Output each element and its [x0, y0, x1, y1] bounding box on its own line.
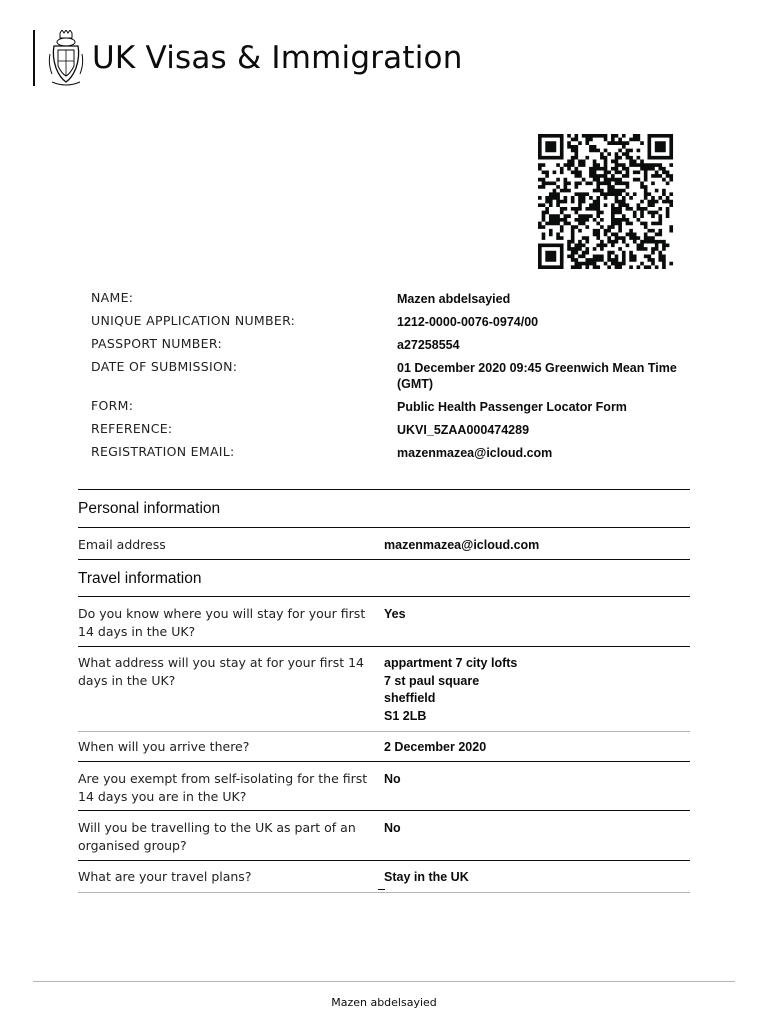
section-title-personal: Personal information	[78, 500, 221, 517]
answer-travel-plans: Stay in the UK	[384, 870, 469, 884]
row-divider	[78, 892, 690, 893]
summary-value: Public Health Passenger Locator Form	[397, 400, 627, 414]
summary-value: UKVI_5ZAA000474289	[397, 423, 530, 437]
summary-label: REGISTRATION EMAIL:	[91, 444, 235, 459]
question-travel-plans: What are your travel plans?	[78, 869, 252, 884]
summary-value: a27258554	[397, 338, 460, 352]
answer-email: mazenmazea@icloud.com	[384, 538, 540, 552]
address-line: appartment 7 city lofts	[384, 656, 518, 670]
question-know-where-stay: Do you know where you will stay for your first 14 days in the UK?	[78, 606, 366, 639]
section-title-travel: Travel information	[78, 570, 202, 587]
summary-value: 01 December 2020 09:45 Greenwich Mean Time (GMT)	[397, 361, 677, 391]
summary-label: DATE OF SUBMISSION:	[91, 359, 238, 374]
section-divider	[78, 559, 690, 560]
question-organised-group: Will you be travelling to the UK as part of an organised group?	[78, 820, 356, 853]
section-divider	[78, 527, 690, 528]
question-email: Email address	[78, 537, 166, 552]
text-cursor-mark	[378, 889, 385, 890]
row-divider	[78, 810, 690, 811]
answer-arrival-date: 2 December 2020	[384, 740, 487, 754]
royal-crest-icon	[48, 30, 84, 88]
question-arrival-date: When will you arrive there?	[78, 739, 250, 754]
row-divider	[78, 731, 690, 732]
footer-name: Mazen abdelsayied	[331, 996, 437, 1009]
summary-label: UNIQUE APPLICATION NUMBER:	[91, 313, 296, 328]
summary-label: REFERENCE:	[91, 421, 173, 436]
address-line: S1 2LB	[384, 708, 427, 723]
section-divider	[78, 596, 690, 597]
address-line: 7 st paul square	[384, 673, 480, 688]
answer-know-where-stay: Yes	[384, 607, 406, 621]
answer-address	[384, 655, 684, 725]
organisation-title: UK Visas & Immigration	[92, 40, 463, 76]
address-line: sheffield	[384, 691, 436, 705]
summary-label: PASSPORT NUMBER:	[91, 336, 222, 351]
answer-exempt: No	[384, 772, 401, 786]
section-divider	[78, 489, 690, 490]
summary-value: Mazen abdelsayied	[397, 292, 511, 306]
summary-label: NAME:	[91, 290, 134, 305]
answer-organised-group: No	[384, 821, 401, 835]
row-divider	[78, 646, 690, 647]
summary-label: FORM:	[91, 398, 134, 413]
question-exempt: Are you exempt from self-isolating for the first 14 days you are in the UK?	[78, 771, 368, 804]
summary-value: mazenmazea@icloud.com	[397, 446, 553, 460]
footer-divider	[33, 981, 735, 982]
qr-code-icon	[526, 122, 688, 278]
row-divider	[78, 860, 690, 861]
summary-value: 1212-0000-0076-0974/00	[397, 315, 539, 329]
header-divider	[33, 30, 35, 86]
question-address: What address will you stay at for your first 14 days in the UK?	[78, 655, 364, 688]
row-divider	[78, 761, 690, 762]
